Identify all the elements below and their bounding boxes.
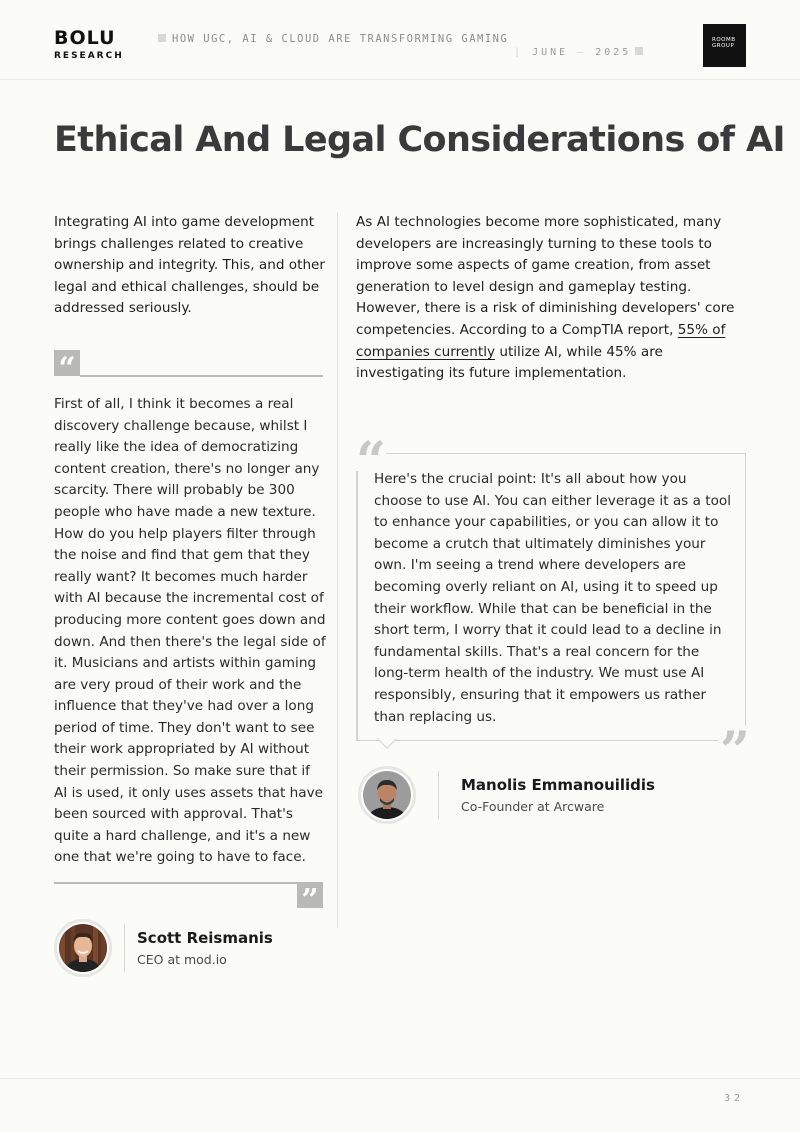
person-info: [461, 775, 655, 816]
right-quote-text: Here's the crucial point: It's all about how you choose to use AI. You can either leverage it as a tool to enhance your capabilities, or you can allow it to become a crutch that ultimately diminishes your own. I'm seeing a trend where developers are becoming overly reliant on AI, using it to speed up their workflow. While that can be beneficial in the short term, I worry that it could lead to a decline in fundamental skills. That's a real concern for the long-term health of the industry. We must use AI responsibly, ensuring that it empowers us rather than replacing us.: [374, 471, 731, 725]
right-intro-text-1: As AI technologies become more sophisticated, many developers are increasingly turning to these tools to improve some aspects of game creation, from asset generation to level design and gameplay testing. However, there is a risk of diminishing developers' core competencies. According to a CompTIA report,: [356, 214, 735, 338]
open-quote-icon: “: [356, 431, 386, 492]
close-quote-icon: ”: [297, 882, 323, 908]
person-info: [137, 928, 273, 969]
page-title: Ethical And Legal Considerations of AI: [54, 120, 785, 160]
person-name: Scott Reismanis: [137, 928, 273, 947]
right-intro-paragraph: [356, 212, 748, 385]
right-quote-card: [356, 431, 750, 782]
comptia-stat-link[interactable]: 55% of companies currently: [356, 321, 726, 360]
right-person-card: [358, 766, 655, 824]
partner-logo-line2: GROUP: [712, 43, 735, 49]
report-date: | JUNE — 2025: [514, 47, 643, 58]
avatar: [358, 766, 416, 824]
quote-open-rule: [54, 350, 326, 386]
person-separator: [124, 924, 125, 972]
quote-frame-left: [356, 471, 358, 741]
person-name: Manolis Emmanouilidis: [461, 775, 655, 794]
report-title: [158, 33, 508, 45]
person-role: Co-Founder at Arcware: [461, 798, 605, 814]
left-intro-paragraph: Integrating AI into game development brings challenges related to creative ownership and integrity. This, and other legal and ethical challenges, should be addressed seriously.: [54, 214, 326, 317]
brand-wordmark: BOLU: [54, 27, 116, 49]
avatar-photo: [59, 924, 107, 972]
right-intro-text-2: utilize AI, while 45% are investigating its future implementation.: [356, 343, 663, 382]
avatar-photo: [363, 771, 411, 819]
quote-close-rule: [54, 881, 326, 919]
date-year: 2025: [595, 47, 632, 58]
brand-subtitle: RESEARCH: [54, 51, 124, 61]
right-column: [356, 212, 748, 385]
left-column: [54, 212, 326, 919]
partner-logo: [703, 24, 746, 67]
page-number: 32: [724, 1093, 745, 1104]
left-quote-text: First of all, I think it becomes a real discovery challenge because, whilst I really like the idea of democratizing content creation, there's no longer any scarcity. There will probably be 300 people who have made a new texture. How do you help players filter through the noise and find that gem that they really want? It becomes much harder with AI because the incremental cost of producing more content goes down and down. And then there's the legal side of it. Musicians and artists within gaming are very proud of their work and the influence that they've had over a long period of time. They don't want to see their work appropriated by AI without their permission. So make sure that if AI is used, it only uses assets that have been sourced with approval. That's quite a hard challenge, and it's a new one that we're going to have to face.: [54, 395, 326, 866]
page-header: [0, 0, 800, 80]
square-bullet-icon: [158, 34, 166, 42]
person-separator: [438, 771, 439, 819]
quote-rule: [54, 882, 297, 884]
footer-rule: [0, 1078, 800, 1079]
brand-logo: [54, 28, 124, 61]
avatar: [54, 919, 112, 977]
column-divider: [337, 212, 338, 928]
person-role: CEO at mod.io: [137, 951, 227, 967]
close-quote-icon: ”: [720, 721, 750, 782]
partner-logo-line1: ROOMB: [712, 37, 736, 43]
left-person-card: [54, 919, 273, 977]
quote-rule: [80, 375, 323, 377]
square-bullet-icon: [635, 47, 643, 55]
open-quote-icon: “: [54, 350, 80, 376]
date-month: JUNE: [532, 47, 569, 58]
report-title-text: HOW UGC, AI & CLOUD ARE TRANSFORMING GAMING: [172, 33, 509, 45]
